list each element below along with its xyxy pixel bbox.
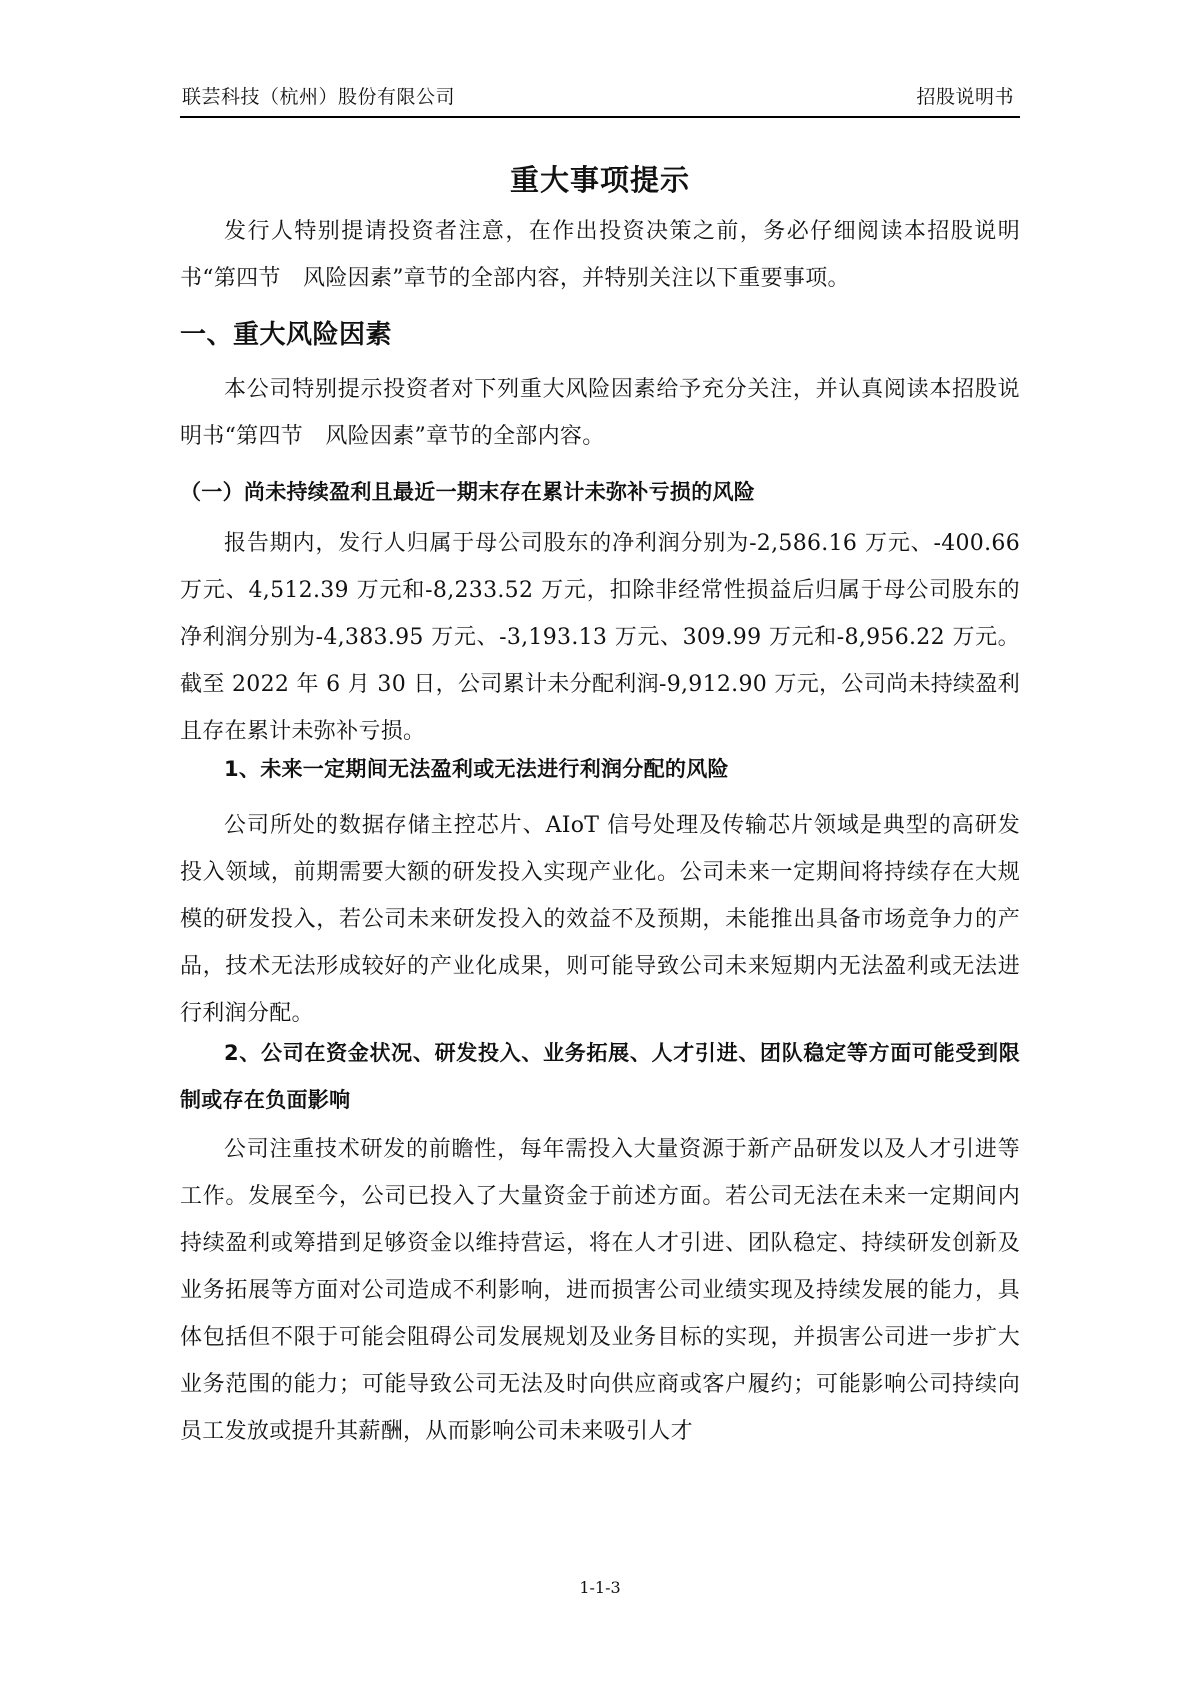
- subsection-body-losses: 报告期内，发行人归属于母公司股东的净利润分别为-2,586.16 万元、-400.66 万元、4,512.39 万元和-8,233.52 万元，扣除非经常性损益后归属于母公司股东的净利润分别为-4,383.95 万元、-3,193.13 万元、309.99 万元和-8,956.22 万元。截至 2022 年 6 月 30 日，公司累计未分配利润-9,912.90 万元，公司尚未持续盈利且存在累计未弥补亏损。: [180, 531, 1020, 744]
- page-title: 重大事项提示: [509, 163, 690, 197]
- item-heading-constraints: 2、公司在资金状况、研发投入、业务拓展、人才引进、团队稳定等方面可能受到限制或存在负面影响: [180, 1041, 1020, 1112]
- section-intro-paragraph: 本公司特别提示投资者对下列重大风险因素给予充分关注，并认真阅读本招股说明书“第四节 风险因素”章节的全部内容。: [180, 377, 1020, 449]
- intro-paragraph: 发行人特别提请投资者注意，在作出投资决策之前，务必仔细阅读本招股说明书“第四节 风险因素”章节的全部内容，并特别关注以下重要事项。: [180, 219, 1020, 291]
- header-document-type: 招股说明书: [916, 86, 1014, 108]
- header-company-name: 联芸科技（杭州）股份有限公司: [182, 86, 456, 108]
- section-heading-major-risks: 一、重大风险因素: [180, 320, 393, 350]
- item-body-no-profit: 公司所处的数据存储主控芯片、AIoT 信号处理及传输芯片领域是典型的高研发投入领域，前期需要大额的研发投入实现产业化。公司未来一定期间将持续存在大规模的研发投入，若公司未来研发投入的效益不及预期，未能推出具备市场竞争力的产品，技术无法形成较好的产业化成果，则可能导致公司未来短期内无法盈利或无法进行利润分配。: [180, 813, 1020, 1026]
- subsection-heading-losses: （一）尚未持续盈利且最近一期末存在累计未弥补亏损的风险: [180, 480, 756, 504]
- page-number: 1-1-3: [579, 1578, 621, 1597]
- item-heading-no-profit: 1、未来一定期间无法盈利或无法进行利润分配的风险: [224, 757, 729, 781]
- item-body-constraints: 公司注重技术研发的前瞻性，每年需投入大量资源于新产品研发以及人才引进等工作。发展至今，公司已投入了大量资金于前述方面。若公司无法在未来一定期间内持续盈利或筹措到足够资金以维持营运，将在人才引进、团队稳定、持续研发创新及业务拓展等方面对公司造成不利影响，进而损害公司业绩实现及持续发展的能力，具体包括但不限于可能会阻碍公司发展规划及业务目标的实现，并损害公司进一步扩大业务范围的能力；可能导致公司无法及时向供应商或客户履约；可能影响公司持续向员工发放或提升其薪酬，从而影响公司未来吸引人才: [180, 1137, 1020, 1444]
- page-header: [180, 82, 1020, 118]
